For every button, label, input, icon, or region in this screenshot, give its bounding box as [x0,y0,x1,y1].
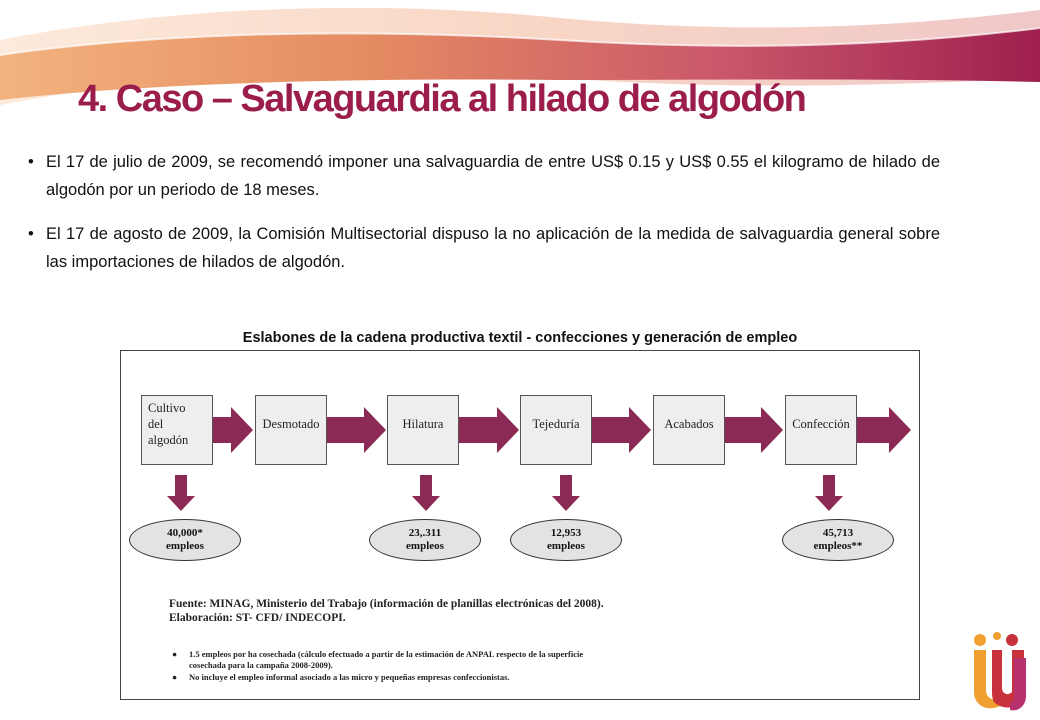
employment-hilatura [369,519,481,561]
employment-unit: empleos** [813,540,863,552]
figure-title: Eslabones de la cadena productiva textil - confecciones y generación de empleo [242,330,798,346]
connector-arrow-5 [725,407,783,453]
down-arrow-2 [412,475,440,511]
employment-cultivo [129,519,241,561]
stage-acabados-box [653,395,725,465]
bullet-text: El 17 de julio de 2009, se recomendó imponer una salvaguardia de entre US$ 0.15 y US$ 0.55 el kilogramo de hilado de algodón por un periodo de 18 meses. [46,153,940,199]
bullet-item [28,148,940,204]
note-item [169,649,589,671]
figure-source [169,597,609,625]
bullet-list [28,148,940,292]
employment-unit: empleos [166,540,204,552]
credit-line: Elaboración: ST- CFD/ INDECOPI. [169,612,346,624]
stage-cultivo-box [141,395,213,465]
stage-confeccion-box [785,395,857,465]
down-arrow-3 [552,475,580,511]
bullet-item [28,220,940,276]
connector-arrow-1 [212,407,253,453]
stage-label: Confección [792,417,850,431]
note-text: No incluye el empleo informal asociado a las micro y pequeñas empresas confeccionistas. [189,672,510,682]
slide-title: 4. Caso – Salvaguardia al hilado de algodón [78,78,806,120]
stage-label: Acabados [664,417,714,431]
employment-unit: empleos [406,540,444,552]
employment-value: 40,000* [167,527,203,539]
stage-label: Desmotado [262,417,320,431]
down-arrow-1 [167,475,195,511]
connector-arrow-2 [327,407,386,453]
connector-arrow-6 [857,407,911,453]
connector-arrow-3 [459,407,519,453]
indecopi-logo-icon [970,632,1034,712]
figure-notes [169,649,589,684]
source-line: Fuente: MINAG, Ministerio del Trabajo (información de planillas electrónicas del 2008). [169,598,604,610]
stage-label: Hilatura [402,417,444,431]
employment-tejeduria [510,519,622,561]
stage-hilatura-box [387,395,459,465]
note-marker: ● [172,649,178,659]
employment-unit: empleos [547,540,585,552]
stage-label: Cultivo del algodón [148,401,189,447]
note-text: 1.5 empleos por ha cosechada (cálculo efectuado a partir de la estimación de ANPAL respecto de la superficie cosechada para la campaña 2008-2009). [189,649,584,670]
bullet-marker: • [28,225,34,243]
note-item [169,672,589,683]
employment-value: 12,953 [550,527,582,539]
stage-label: Tejeduría [532,417,580,431]
connector-arrow-4 [592,407,651,453]
value-chain-figure [120,350,920,700]
employment-confeccion [782,519,894,561]
employment-value: 23,.311 [408,527,442,539]
stage-desmotado-box [255,395,327,465]
down-arrow-4 [815,475,843,511]
bullet-text: El 17 de agosto de 2009, la Comisión Multisectorial dispuso la no aplicación de la medida de salvaguardia general sobre las importaciones de hilados de algodón. [46,225,940,271]
note-marker: ● [172,672,178,682]
employment-value: 45,713 [822,527,854,539]
stage-tejeduria-box [520,395,592,465]
bullet-marker: • [28,153,34,171]
